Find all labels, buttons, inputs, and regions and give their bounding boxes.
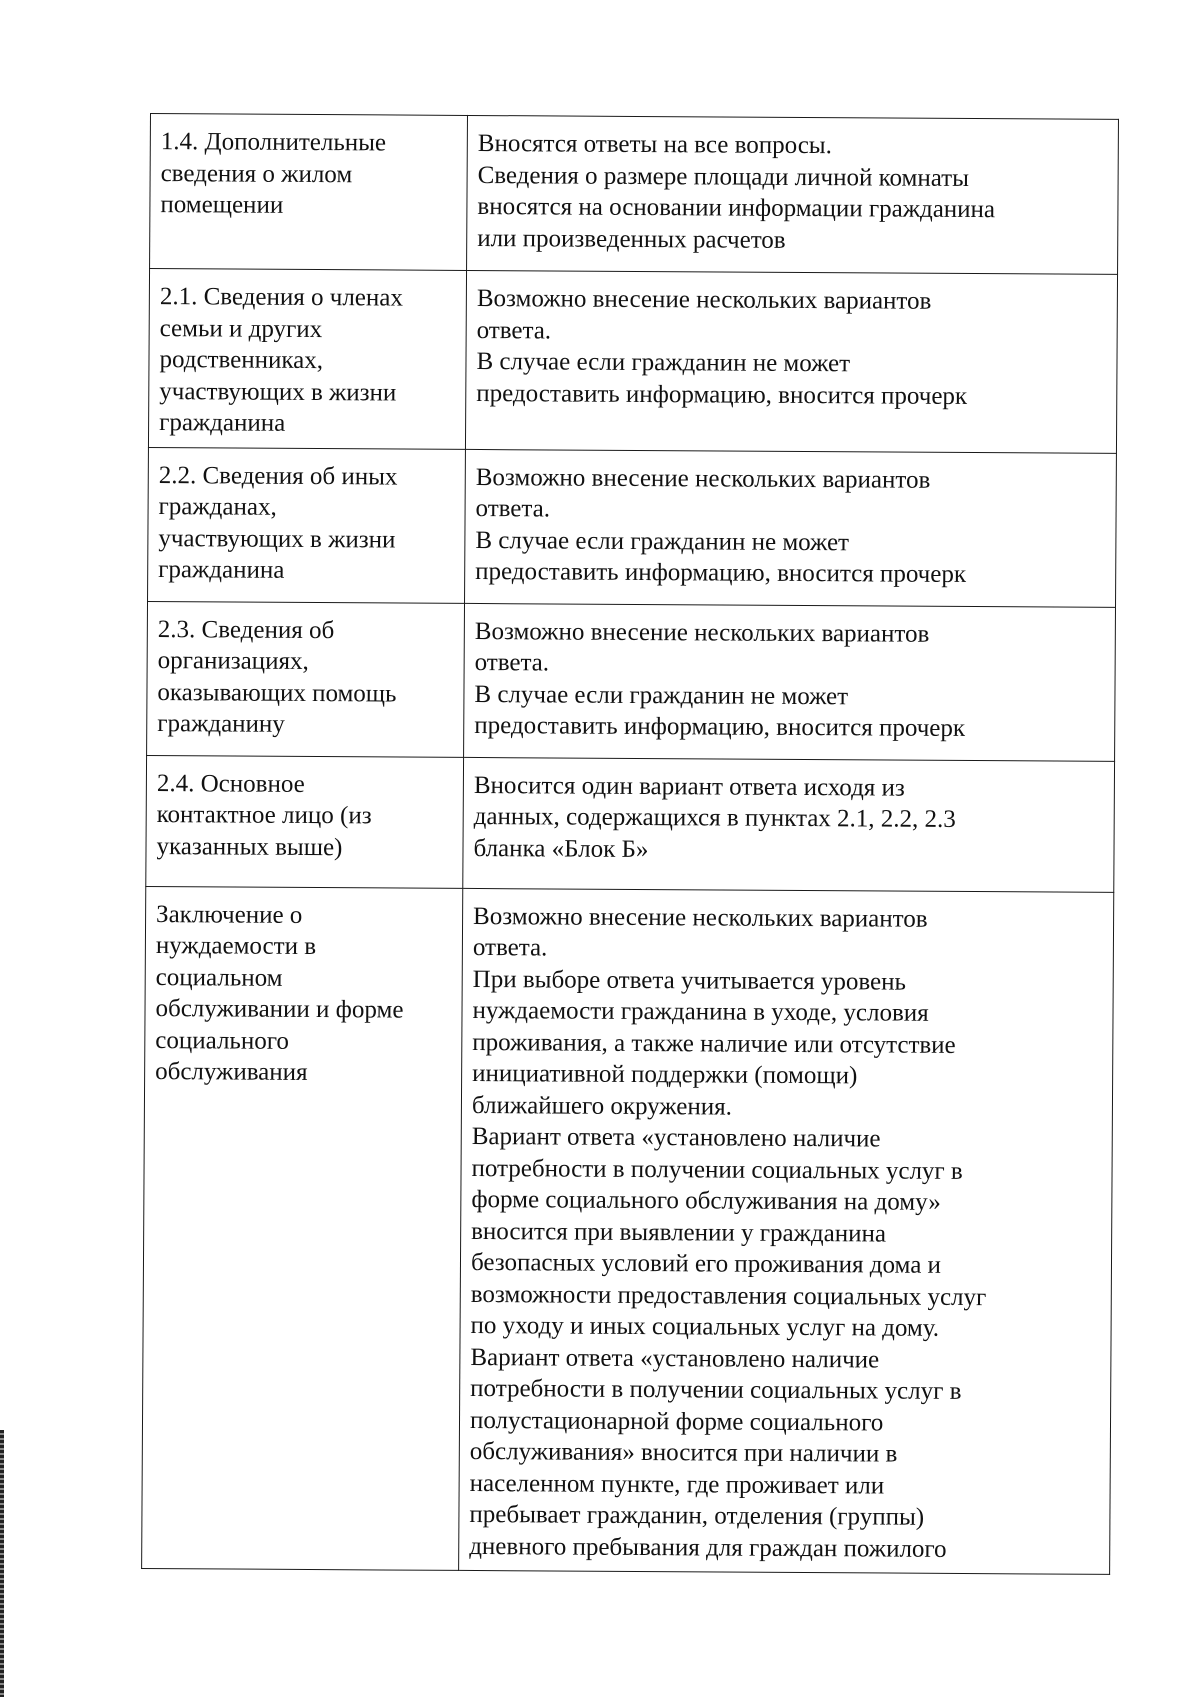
table-row xyxy=(146,755,1115,892)
text-line: или произведенных расчетов xyxy=(477,224,786,254)
text-line: вносится при выявлении у гражданина xyxy=(471,1217,887,1248)
text-line: гражданина xyxy=(159,409,286,437)
text-line: В случае если гражданин не может xyxy=(474,680,849,710)
text-line: Вариант ответа «установлено наличие xyxy=(471,1122,881,1153)
text-line: указанных выше) xyxy=(156,832,343,861)
text-line: форме социального обслуживания на дому» xyxy=(471,1185,941,1216)
text-line: 2.3. Сведения об xyxy=(157,615,335,644)
row-3-instruction-cell xyxy=(465,449,1117,607)
text-line: обслуживания xyxy=(155,1058,308,1086)
row-1-label-cell xyxy=(150,114,468,271)
table-row xyxy=(142,886,1114,1574)
text-line: Заключение о xyxy=(156,900,303,929)
text-line: инициативной поддержки (помощи) xyxy=(472,1059,858,1090)
text-line: обслуживании и форме xyxy=(155,995,404,1024)
text-line: Сведения о размере площади личной комнаты xyxy=(477,161,970,192)
text-line: ответа. xyxy=(476,316,552,344)
table-row xyxy=(150,114,1119,275)
text-line: 2.2. Сведения об иных xyxy=(158,461,398,491)
text-line: Вносятся ответы на все вопросы. xyxy=(477,130,832,160)
instructions-table xyxy=(141,113,1119,1575)
table-row xyxy=(148,269,1117,453)
text-line: ответа. xyxy=(472,933,548,962)
text-line: ответа. xyxy=(474,648,550,677)
text-line: оказывающих помощь xyxy=(157,678,397,708)
text-line: гражданах, xyxy=(158,493,277,521)
text-line: 1.4. Дополнительные xyxy=(160,128,387,157)
text-line: ответа. xyxy=(475,494,551,523)
text-line: проживания, а также наличие или отсутствие xyxy=(472,1028,956,1059)
text-line: В случае если гражданин не может xyxy=(476,347,851,378)
text-line: предоставить информацию, вносится прочерк xyxy=(476,379,968,410)
text-line: обслуживания» вносится при наличии в xyxy=(469,1437,898,1468)
row-4-label-cell xyxy=(147,601,465,757)
text-line: Возможно внесение нескольких вариантов xyxy=(476,285,932,315)
text-line: возможности предоставления социальных услуг xyxy=(470,1280,987,1311)
text-line: семьи и других xyxy=(159,314,323,343)
text-line: предоставить информацию, вносится прочерк xyxy=(474,711,966,742)
text-line: ближайшего окружения. xyxy=(471,1091,732,1121)
text-line: социальном xyxy=(155,963,283,992)
row-1-instruction-cell xyxy=(467,115,1119,274)
text-line: нуждаемости гражданина в уходе, условия xyxy=(472,996,929,1027)
text-line: 2.4. Основное xyxy=(156,769,305,798)
scan-edge-artifact xyxy=(0,1430,4,1697)
text-line: населенном пункте, где проживает или xyxy=(469,1469,885,1500)
text-line: Возможно внесение нескольких вариантов xyxy=(475,463,931,494)
text-line: дневного пребывания для граждан пожилого xyxy=(469,1532,947,1563)
table-row xyxy=(147,601,1116,761)
text-line: Возможно внесение нескольких вариантов xyxy=(474,617,930,648)
text-line: Возможно внесение нескольких вариантов xyxy=(473,902,928,933)
text-line: участвующих в жизни xyxy=(158,524,396,554)
text-line: предоставить информацию, вносится прочерк xyxy=(475,557,967,588)
text-line: потребности в получении социальных услуг в xyxy=(470,1374,962,1405)
text-line: При выборе ответа учитывается уровень xyxy=(472,965,907,996)
text-line: Вносится один вариант ответа исходя из xyxy=(473,771,905,802)
row-2-instruction-cell xyxy=(465,270,1117,452)
row-6-label-cell xyxy=(142,886,463,1570)
text-line: данных, содержащихся в пунктах 2.1, 2.2, 2.3 xyxy=(473,802,956,833)
row-3-label-cell xyxy=(148,447,466,603)
text-line: потребности в получении социальных услуг в xyxy=(471,1154,963,1185)
text-line: родственниках, xyxy=(159,346,324,375)
text-line: бланка «Блок Б» xyxy=(473,834,649,863)
text-line: безопасных условий его проживания дома и xyxy=(470,1248,942,1279)
text-line: по уходу и иных социальных услуг на дому. xyxy=(470,1311,940,1342)
text-line: социального xyxy=(155,1026,289,1055)
text-line: гражданину xyxy=(157,710,285,738)
row-6-instruction-cell xyxy=(459,888,1114,1574)
text-line: организациях, xyxy=(157,647,309,675)
row-5-label-cell xyxy=(146,755,464,888)
text-line: Вариант ответа «установлено наличие xyxy=(470,1343,880,1373)
table-row xyxy=(148,447,1117,607)
text-line: участвующих в жизни xyxy=(159,377,397,407)
text-line: контактное лицо (из xyxy=(156,801,372,830)
text-line: В случае если гражданин не может xyxy=(475,526,850,556)
text-line: пребывает гражданин, отделения (группы) xyxy=(469,1500,925,1531)
text-line: помещении xyxy=(160,191,284,219)
row-5-instruction-cell xyxy=(463,757,1115,892)
text-line: 2.1. Сведения о членах xyxy=(159,283,404,312)
row-4-instruction-cell xyxy=(464,603,1116,761)
text-line: вносятся на основании информации гражданина xyxy=(477,193,996,224)
text-line: гражданина xyxy=(158,556,285,584)
text-line: сведения о жилом xyxy=(160,159,353,188)
row-2-label-cell xyxy=(148,269,466,449)
text-line: полустационарной форме социального xyxy=(469,1406,884,1437)
text-line: нуждаемости в xyxy=(155,932,317,961)
